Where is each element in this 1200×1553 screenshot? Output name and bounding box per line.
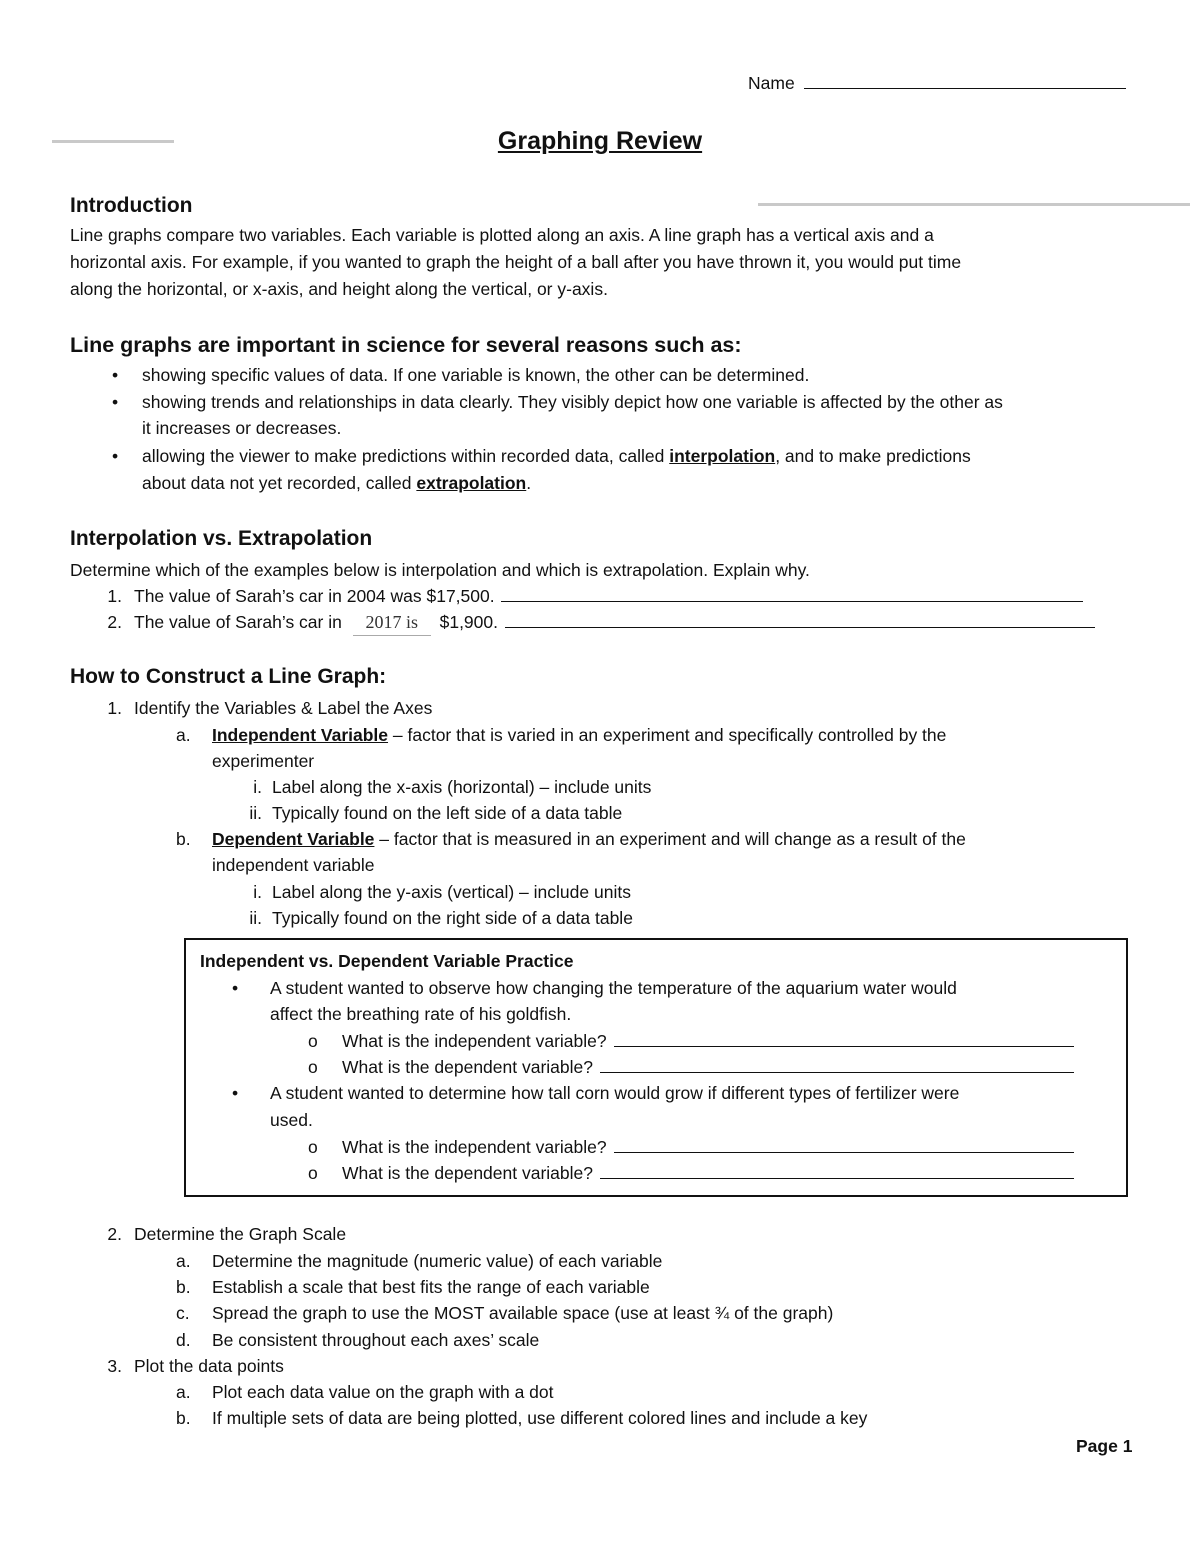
answer-blank-q2-dep[interactable] bbox=[600, 1160, 1074, 1179]
answer-blank-q1-dep[interactable] bbox=[600, 1054, 1074, 1073]
bullet-marker: • bbox=[232, 1083, 239, 1103]
intro-line-1: Line graphs compare two variables. Each variable is plotted along an axis. A line graph has a vertical axis and a bbox=[70, 225, 934, 245]
intro-line-2: horizontal axis. For example, if you wanted to graph the height of a ball after you have thrown it, you would put time bbox=[70, 252, 962, 272]
step-2c: c. Spread the graph to use the MOST available space (use at least ¾ of the graph) bbox=[176, 1303, 834, 1323]
step-1a-ii: ii. Typically found on the left side of a data table bbox=[249, 803, 623, 823]
practice-q2-dep: o What is the dependent variable? bbox=[308, 1160, 1074, 1186]
reason-2-cont: it increases or decreases. bbox=[142, 418, 342, 438]
intro-line-3: along the horizontal, or x-axis, and height along the vertical, or y-axis. bbox=[70, 279, 608, 299]
name-field bbox=[748, 70, 1126, 96]
term-dependent-variable: Dependent Variable bbox=[212, 829, 375, 849]
step-2: 2. Determine the Graph Scale bbox=[107, 1224, 347, 1244]
bullet-marker: • bbox=[112, 365, 119, 385]
name-label: Name bbox=[748, 73, 795, 93]
reason-2: • showing trends and relationships in data clearly. They visibly depict how one variable is affected by the other as bbox=[112, 389, 1003, 415]
interp-intro: Determine which of the examples below is interpolation and which is extrapolation. Explain why. bbox=[70, 560, 810, 580]
name-blank[interactable] bbox=[804, 70, 1126, 89]
bullet-marker: • bbox=[112, 392, 119, 412]
step-1a-cont: experimenter bbox=[212, 751, 315, 771]
step-1b-cont: independent variable bbox=[212, 855, 375, 875]
reasons-heading: Line graphs are important in science for several reasons such as: bbox=[70, 333, 742, 357]
decorative-line-right bbox=[758, 203, 1190, 206]
step-2a: a. Determine the magnitude (numeric value) of each variable bbox=[176, 1251, 663, 1271]
step-1b-i: i. Label along the y-axis (vertical) – include units bbox=[253, 882, 631, 902]
reason-3: • allowing the viewer to make predictions within recorded data, called interpolation, and to make predictions bbox=[112, 443, 971, 469]
practice-q2-cont: used. bbox=[270, 1110, 313, 1130]
page-number: Page 1 bbox=[1076, 1436, 1133, 1456]
construct-heading: How to Construct a Line Graph: bbox=[70, 665, 387, 688]
interp-item-1: 1. The value of Sarah’s car in 2004 was $17,500. bbox=[70, 583, 1083, 609]
step-1a-i: i. Label along the x-axis (horizontal) – include units bbox=[253, 777, 652, 797]
interp-heading: Interpolation vs. Extrapolation bbox=[70, 527, 373, 550]
reason-1: • showing specific values of data. If one variable is known, the other can be determined. bbox=[112, 362, 809, 388]
page-title: Graphing Review bbox=[497, 127, 703, 155]
bullet-marker: • bbox=[112, 446, 119, 466]
step-1b-ii: ii. Typically found on the right side of a data table bbox=[249, 908, 633, 928]
practice-q2: • A student wanted to determine how tall corn would grow if different types of fertilizer were bbox=[232, 1080, 959, 1106]
step-1: 1. Identify the Variables & Label the Axes bbox=[107, 698, 433, 718]
bullet-marker: • bbox=[232, 978, 239, 998]
step-3b: b. If multiple sets of data are being plotted, use different colored lines and include a key bbox=[176, 1408, 868, 1428]
answer-blank-1[interactable] bbox=[501, 583, 1083, 602]
interp-item-2: 2. The value of Sarah’s car in 2017 is $1,900. bbox=[70, 609, 1095, 636]
step-1a: a. Independent Variable – factor that is varied in an experiment and specifically controlled by the bbox=[176, 725, 947, 745]
answer-blank-q1-indep[interactable] bbox=[614, 1028, 1074, 1047]
practice-q1: • A student wanted to observe how changing the temperature of the aquarium water would bbox=[232, 975, 957, 1001]
answer-blank-q2-indep[interactable] bbox=[614, 1134, 1074, 1153]
answer-blank-2[interactable] bbox=[505, 609, 1095, 628]
practice-q1-dep: o What is the dependent variable? bbox=[308, 1054, 1074, 1080]
practice-q1-indep: o What is the independent variable? bbox=[308, 1028, 1074, 1054]
step-2b: b. Establish a scale that best fits the range of each variable bbox=[176, 1277, 650, 1297]
step-1b: b. Dependent Variable – factor that is measured in an experiment and will change as a result of the bbox=[176, 829, 966, 849]
practice-q2-indep: o What is the independent variable? bbox=[308, 1134, 1074, 1160]
intro-heading: Introduction bbox=[70, 194, 193, 217]
handwritten-2017: 2017 is bbox=[353, 609, 431, 636]
reason-3-cont: about data not yet recorded, called extrapolation. bbox=[142, 473, 532, 493]
step-2d: d. Be consistent throughout each axes’ scale bbox=[176, 1330, 540, 1350]
term-independent-variable: Independent Variable bbox=[212, 725, 389, 745]
practice-heading: Independent vs. Dependent Variable Practice bbox=[200, 951, 574, 971]
step-3a: a. Plot each data value on the graph with a dot bbox=[176, 1382, 554, 1402]
step-3: 3. Plot the data points bbox=[107, 1356, 284, 1376]
term-extrapolation: extrapolation bbox=[416, 473, 527, 493]
practice-q1-cont: affect the breathing rate of his goldfish. bbox=[270, 1004, 572, 1024]
term-interpolation: interpolation bbox=[669, 446, 776, 466]
